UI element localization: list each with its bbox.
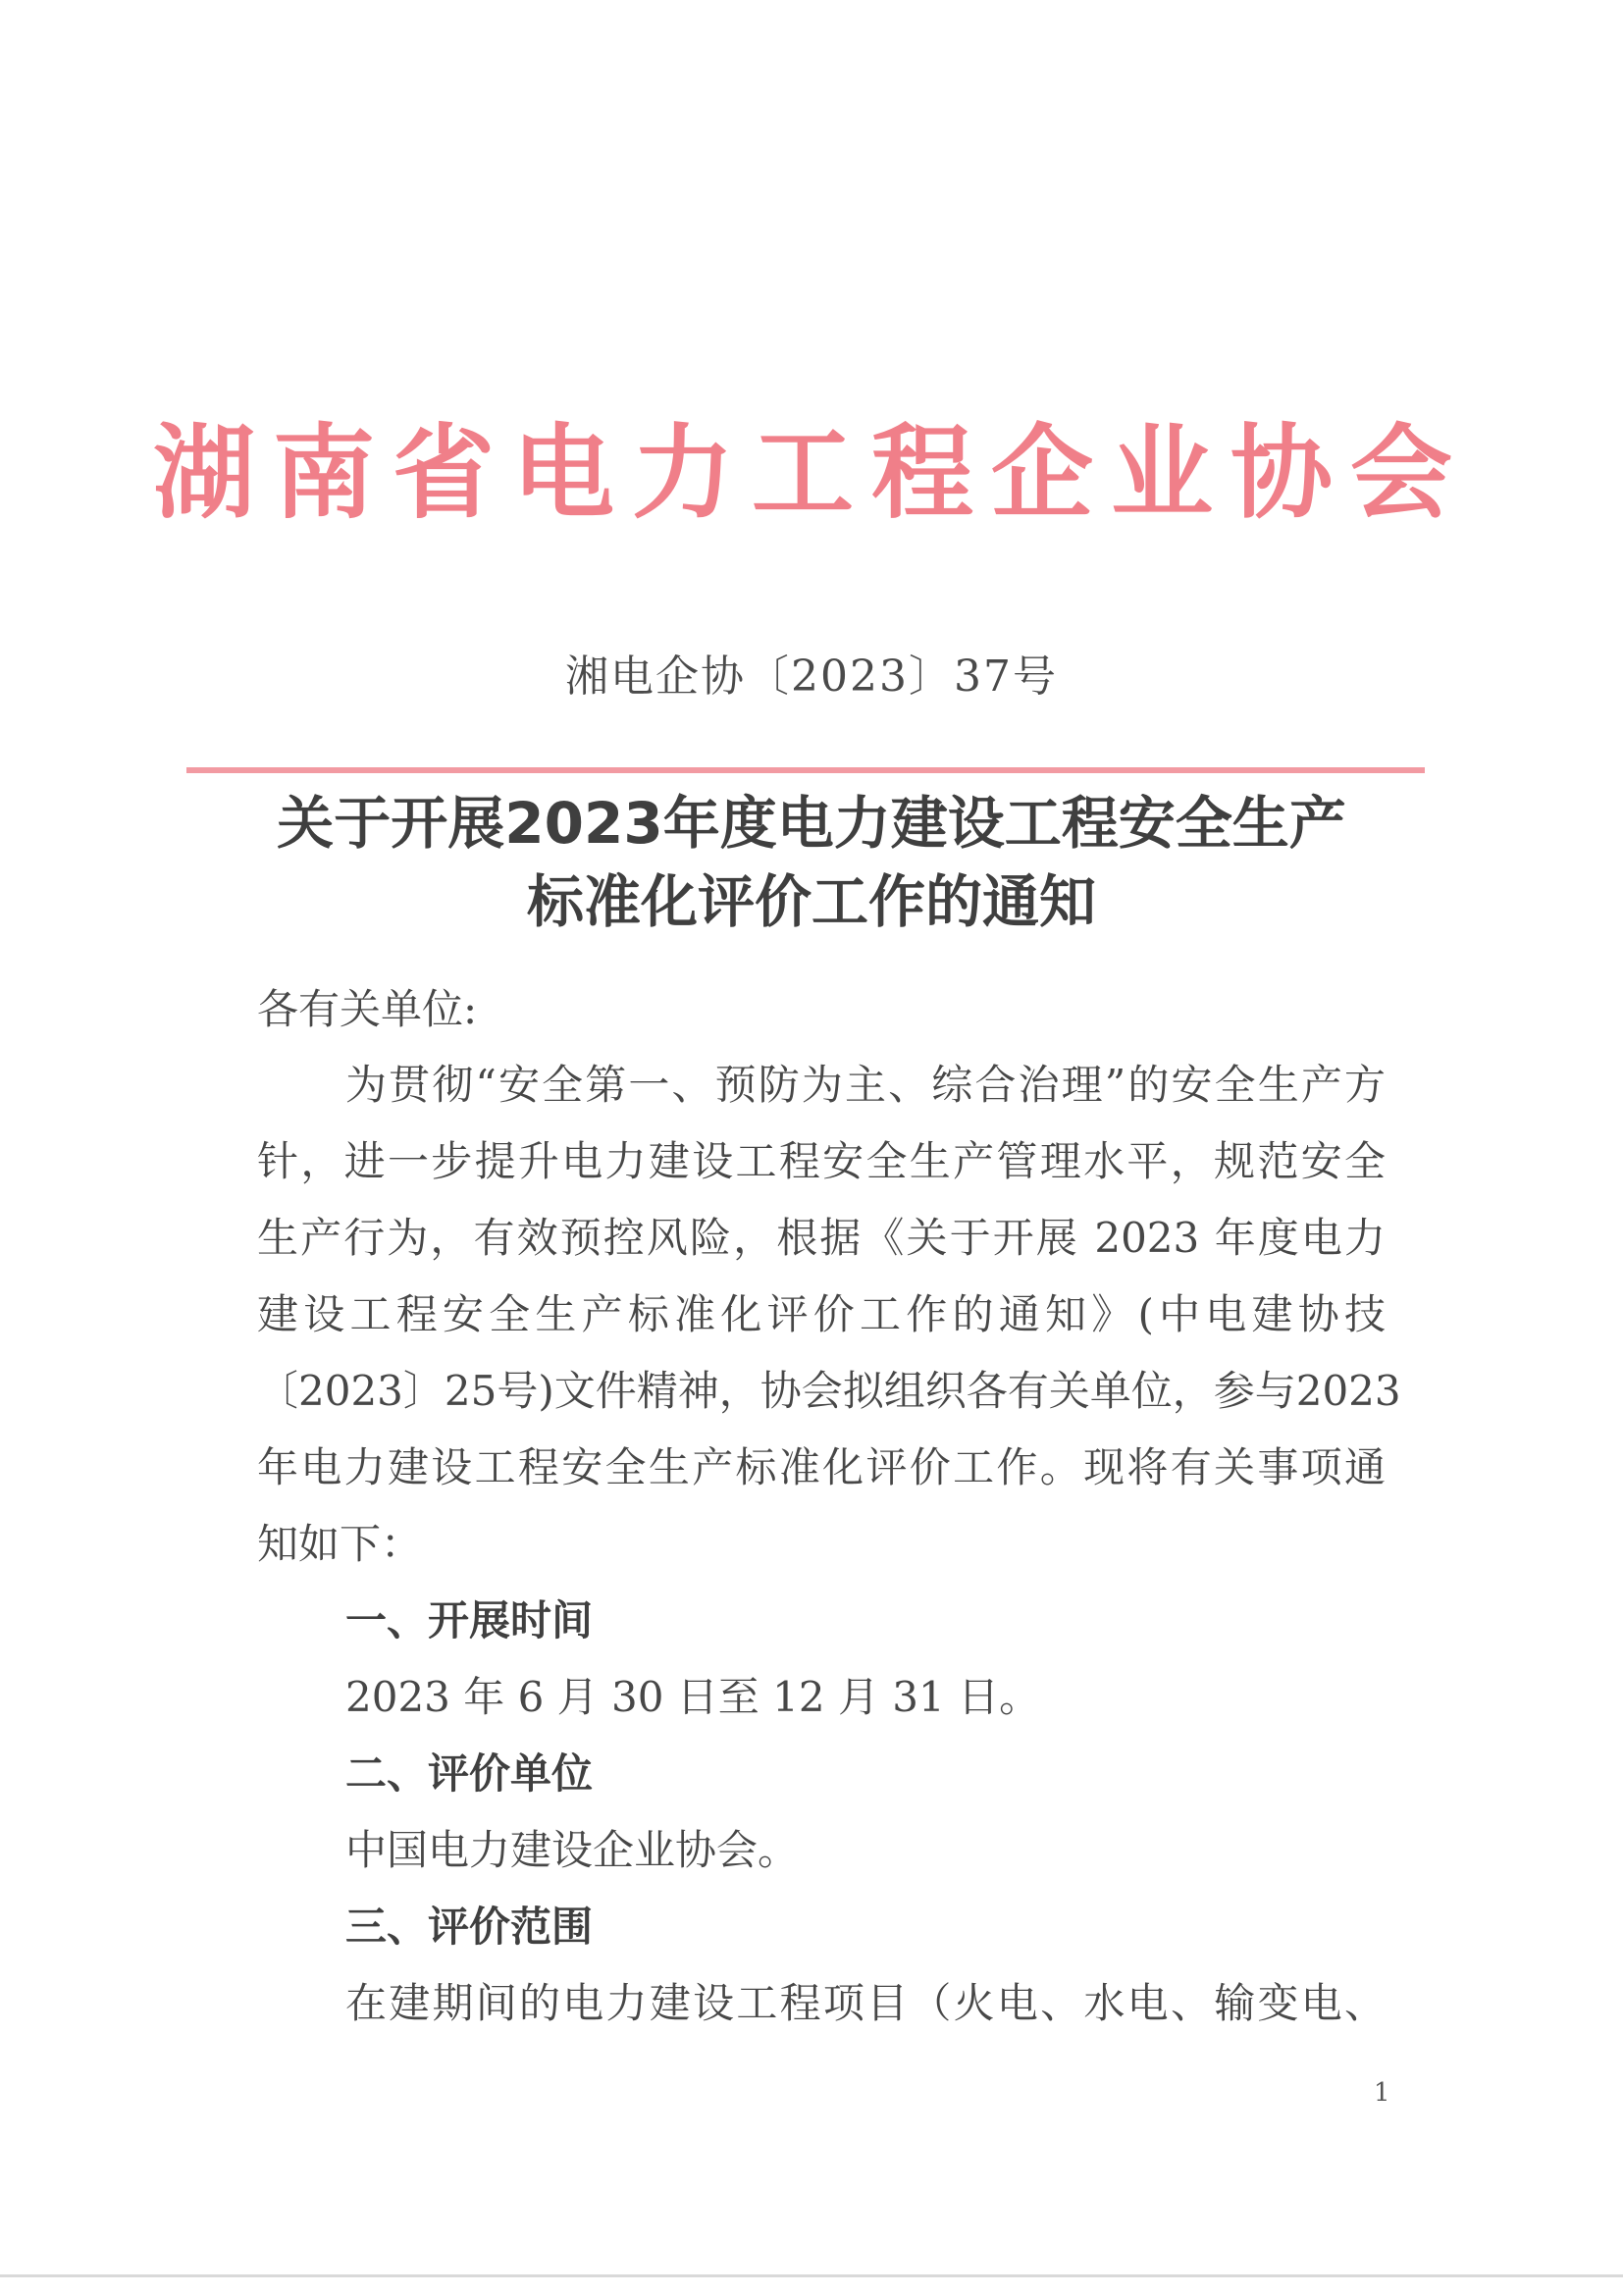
intro-paragraph-line-2: 针，进一步提升电力建设工程安全生产管理水平，规范安全 bbox=[257, 1137, 1386, 1185]
intro-paragraph-line-5: 〔2023〕25号)文件精神，协会拟组织各有关单位，参与2023 bbox=[257, 1367, 1401, 1415]
intro-paragraph-line-4: 建设工程安全生产标准化评价工作的通知》(中电建协技 bbox=[257, 1290, 1386, 1338]
section-content-scope: 在建期间的电力建设工程项目（火电、水电、输变电、 bbox=[345, 1979, 1386, 2027]
document-title-line-1: 关于开展2023年度电力建设工程安全生产 bbox=[277, 790, 1346, 857]
intro-paragraph-line-3: 生产行为，有效预控风险，根据《关于开展 2023 年度电力 bbox=[257, 1214, 1386, 1262]
intro-paragraph-line-6: 年电力建设工程安全生产标准化评价工作。现将有关事项通 bbox=[257, 1443, 1386, 1491]
red-divider-line bbox=[186, 767, 1425, 773]
section-content-evaluator: 中国电力建设企业协会。 bbox=[345, 1826, 800, 1874]
organization-header: 湖南省电力工程企业协会 bbox=[152, 413, 1470, 533]
document-title-line-2: 标准化评价工作的通知 bbox=[526, 868, 1096, 935]
intro-paragraph-line-1: 为贯彻“安全第一、预防为主、综合治理”的安全生产方 bbox=[345, 1061, 1386, 1109]
section-heading-evaluator: 二、评价单位 bbox=[345, 1749, 594, 1798]
page-number: 1 bbox=[1374, 2078, 1390, 2108]
section-content-schedule: 2023 年 6 月 30 日至 12 月 31 日。 bbox=[345, 1673, 1041, 1721]
intro-paragraph-line-7: 知如下： bbox=[257, 1520, 423, 1568]
scan-edge-line bbox=[0, 2274, 1623, 2277]
section-heading-scope: 三、评价范围 bbox=[345, 1903, 594, 1951]
section-heading-schedule: 一、开展时间 bbox=[345, 1596, 594, 1644]
document-number: 湘电企协〔2023〕37号 bbox=[565, 652, 1058, 702]
salutation: 各有关单位: bbox=[257, 985, 478, 1033]
